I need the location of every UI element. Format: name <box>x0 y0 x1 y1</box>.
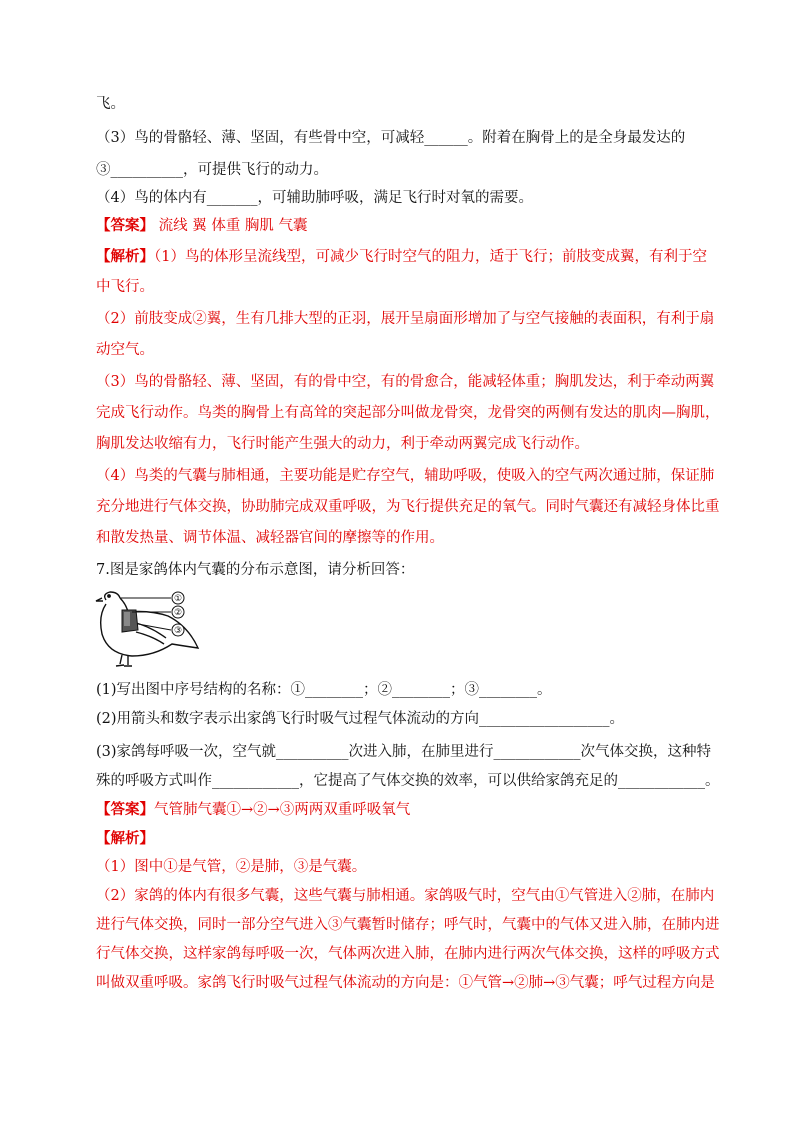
diagram-label-1: ① <box>173 594 183 604</box>
analysis-line: 进行气体交换，同时一部分空气进入③气囊暂时储存；呼气时，气囊中的气体又进入肺，在肺内进 <box>96 917 720 933</box>
question-line: （4）鸟的体内有_______，可辅助肺呼吸，满足飞行时对氧的需要。 <box>96 190 533 206</box>
answer-line <box>96 800 410 820</box>
answer-text: 流线 翼 体重 胸肌 气囊 <box>154 218 308 234</box>
analysis-line: 充分地进行气体交换，协助肺完成双重呼吸，为飞行提供充足的氧气。同时气囊还有减轻身体比重 <box>96 499 720 515</box>
answer-text: 气管肺气囊①→②→③两两双重呼吸氧气 <box>154 802 411 818</box>
question-line: 殊的呼吸方式叫作____________，它提高了气体交换的效率，可以供给家鸽充足的____________。 <box>96 773 720 789</box>
answer-tag: 【答案】 <box>96 217 154 234</box>
analysis-line: （2）家鸽的体内有很多气囊，这些气囊与肺相通。家鸽吸气时，空气由①气管进入②肺，在肺内 <box>96 888 715 904</box>
analysis-line: 中飞行。 <box>96 279 154 295</box>
question-line: (2)用箭头和数字表示出家鸽飞行时吸气过程气体流动的方向__________________。 <box>96 711 625 727</box>
answer-line <box>96 216 308 236</box>
analysis-tag: 【解析】 <box>96 248 154 265</box>
diagram-label-2: ② <box>173 608 183 618</box>
analysis-tag: 【解析】 <box>96 830 154 847</box>
question-line: （3）鸟的骨骼轻、薄、坚固，有些骨中空，可减轻______。附着在胸骨上的是全身最发达的 <box>96 130 686 146</box>
question-title: 7.图是家鸽体内气囊的分布示意图，请分析回答： <box>96 562 415 578</box>
analysis-line: （3）鸟的骨骼轻、薄、坚固，有的骨中空，有的骨愈合，能减轻体重；胸肌发达，利于牵动两翼 <box>96 374 715 390</box>
analysis-line: 叫做双重呼吸。家鸽飞行时吸气过程气体流动的方向是：①气管→②肺→③气囊；呼气过程方向是 <box>96 975 715 991</box>
answer-tag: 【答案】 <box>96 801 154 818</box>
analysis-line: 动空气。 <box>96 342 154 358</box>
analysis-line <box>96 829 154 849</box>
analysis-line: 和散发热量、调节体温、减轻器官间的摩擦等的作用。 <box>96 530 444 546</box>
question-line: (3)家鸽每呼吸一次，空气就__________次进入肺，在肺里进行____________次气体交换，这种特 <box>96 744 712 760</box>
analysis-text: （1）鸟的体形呈流线型，可减少飞行时空气的阻力，适于飞行；前肢变成翼，有利于空 <box>154 249 707 265</box>
question-line: 飞。 <box>96 96 125 112</box>
analysis-line <box>96 247 707 267</box>
analysis-line: 胸肌发达收缩有力，飞行时能产生强大的动力，利于牵动两翼完成飞行动作。 <box>96 436 589 452</box>
question-line: ③__________，可提供飞行的动力。 <box>96 162 328 178</box>
diagram-label-3: ③ <box>173 626 183 636</box>
analysis-line: （4）鸟类的气囊与肺相通，主要功能是贮存空气，辅助呼吸，使吸入的空气两次通过肺，保证肺 <box>96 468 715 484</box>
pigeon-air-sac-diagram <box>92 586 202 668</box>
analysis-line: 行气体交换，这样家鸽每呼吸一次，气体两次进入肺，在肺内进行两次气体交换，这样的呼吸方式 <box>96 946 720 962</box>
analysis-line: 完成飞行动作。鸟类的胸骨上有高耸的突起部分叫做龙骨突，龙骨突的两侧有发达的肌肉—胸肌， <box>96 405 720 421</box>
question-line: (1)写出图中序号结构的名称：①________；②________；③________。 <box>96 682 552 698</box>
analysis-line: （1）图中①是气管，②是肺，③是气囊。 <box>96 859 367 875</box>
analysis-line: （2）前肢变成②翼，生有几排大型的正羽，展开呈扇面形增加了与空气接触的表面积，有利于扇 <box>96 311 715 327</box>
